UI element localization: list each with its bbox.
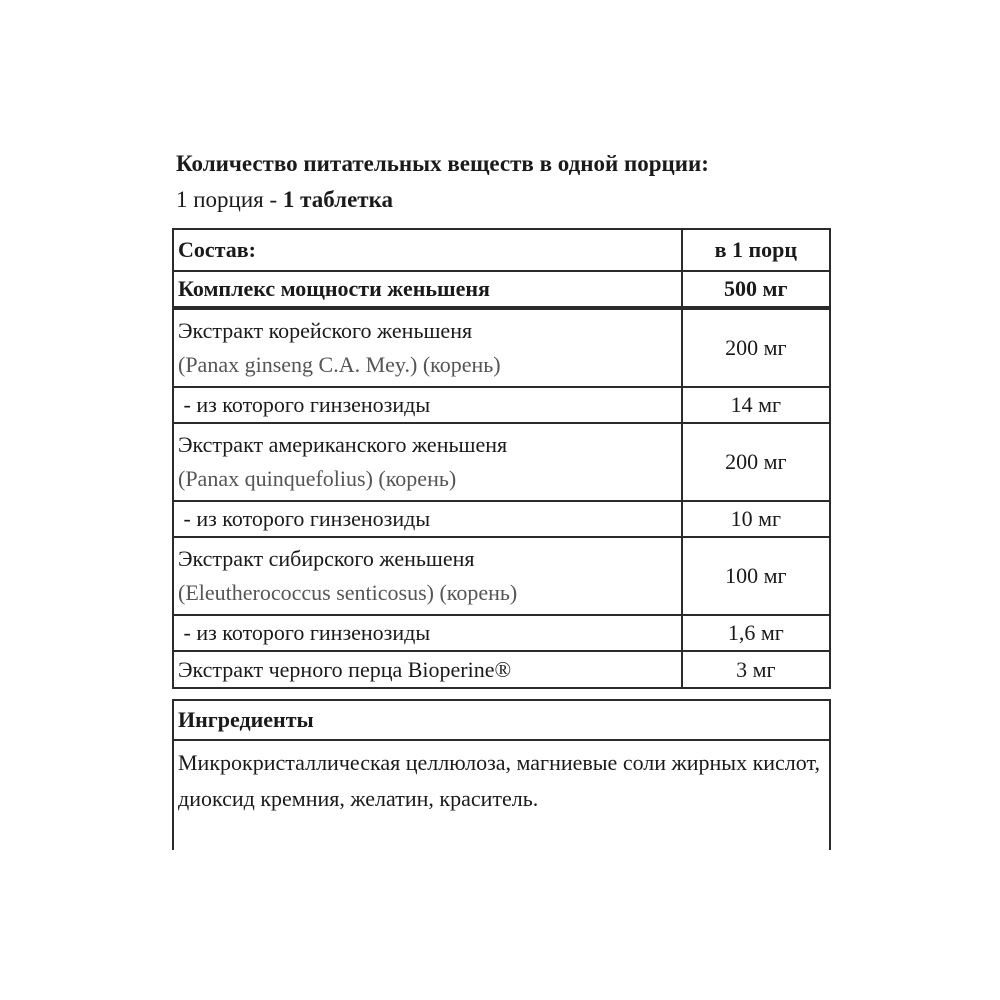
ingredient-name: - из которого гинзенозиды xyxy=(173,501,682,537)
serving-size xyxy=(176,182,856,218)
ingredient-name: Экстракт черного перца Bioperine® xyxy=(173,651,682,688)
table-row-complex xyxy=(173,271,830,308)
column-header-per-serving: в 1 порц xyxy=(682,229,830,271)
table-row xyxy=(173,423,830,501)
table-row xyxy=(173,501,830,537)
ingredient-cell xyxy=(173,537,682,615)
serving-value: 1 таблетка xyxy=(282,187,393,212)
nutrients-title: Количество питательных веществ в одной порции: xyxy=(176,151,709,176)
ingredient-amount: 1,6 мг xyxy=(682,615,830,651)
ingredient-amount: 200 мг xyxy=(682,308,830,387)
column-header-composition: Состав: xyxy=(173,229,682,271)
ingredient-amount: 3 мг xyxy=(682,651,830,688)
ingredients-box xyxy=(172,699,831,850)
ingredient-amount: 10 мг xyxy=(682,501,830,537)
supplement-facts-table xyxy=(172,228,831,689)
ingredient-amount: 100 мг xyxy=(682,537,830,615)
ingredient-cell xyxy=(173,423,682,501)
table-row xyxy=(173,537,830,615)
table-header-row xyxy=(173,229,830,271)
table-row xyxy=(173,615,830,651)
table-row xyxy=(173,651,830,688)
ingredient-name: - из которого гинзенозиды xyxy=(173,387,682,423)
ingredient-name: Экстракт американского женьшеня xyxy=(178,432,508,457)
table-row xyxy=(173,387,830,423)
ingredient-latin-name: (Eleutherococcus senticosus) (корень) xyxy=(178,580,518,605)
ingredients-title: Ингредиенты xyxy=(174,701,829,741)
serving-info xyxy=(176,146,856,218)
ingredient-latin-name: (Panax ginseng C.A. Mey.) (корень) xyxy=(178,352,501,377)
ingredient-latin-name: (Panax quinquefolius) (корень) xyxy=(178,466,457,491)
serving-prefix: 1 порция - xyxy=(176,187,283,212)
ingredient-name: Экстракт корейского женьшеня xyxy=(178,318,473,343)
ingredient-cell xyxy=(173,308,682,387)
ingredient-name: - из которого гинзенозиды xyxy=(173,615,682,651)
table-row xyxy=(173,308,830,387)
complex-name: Комплекс мощности женьшеня xyxy=(173,271,682,308)
ingredients-text: Микрокристаллическая целлюлоза, магниевые соли жирных кислот, диоксид кремния, желатин, краситель. xyxy=(178,750,820,811)
ingredient-amount: 14 мг xyxy=(682,387,830,423)
ingredient-name: Экстракт сибирского женьшеня xyxy=(178,546,475,571)
ingredient-amount: 200 мг xyxy=(682,423,830,501)
complex-amount: 500 мг xyxy=(682,271,830,308)
